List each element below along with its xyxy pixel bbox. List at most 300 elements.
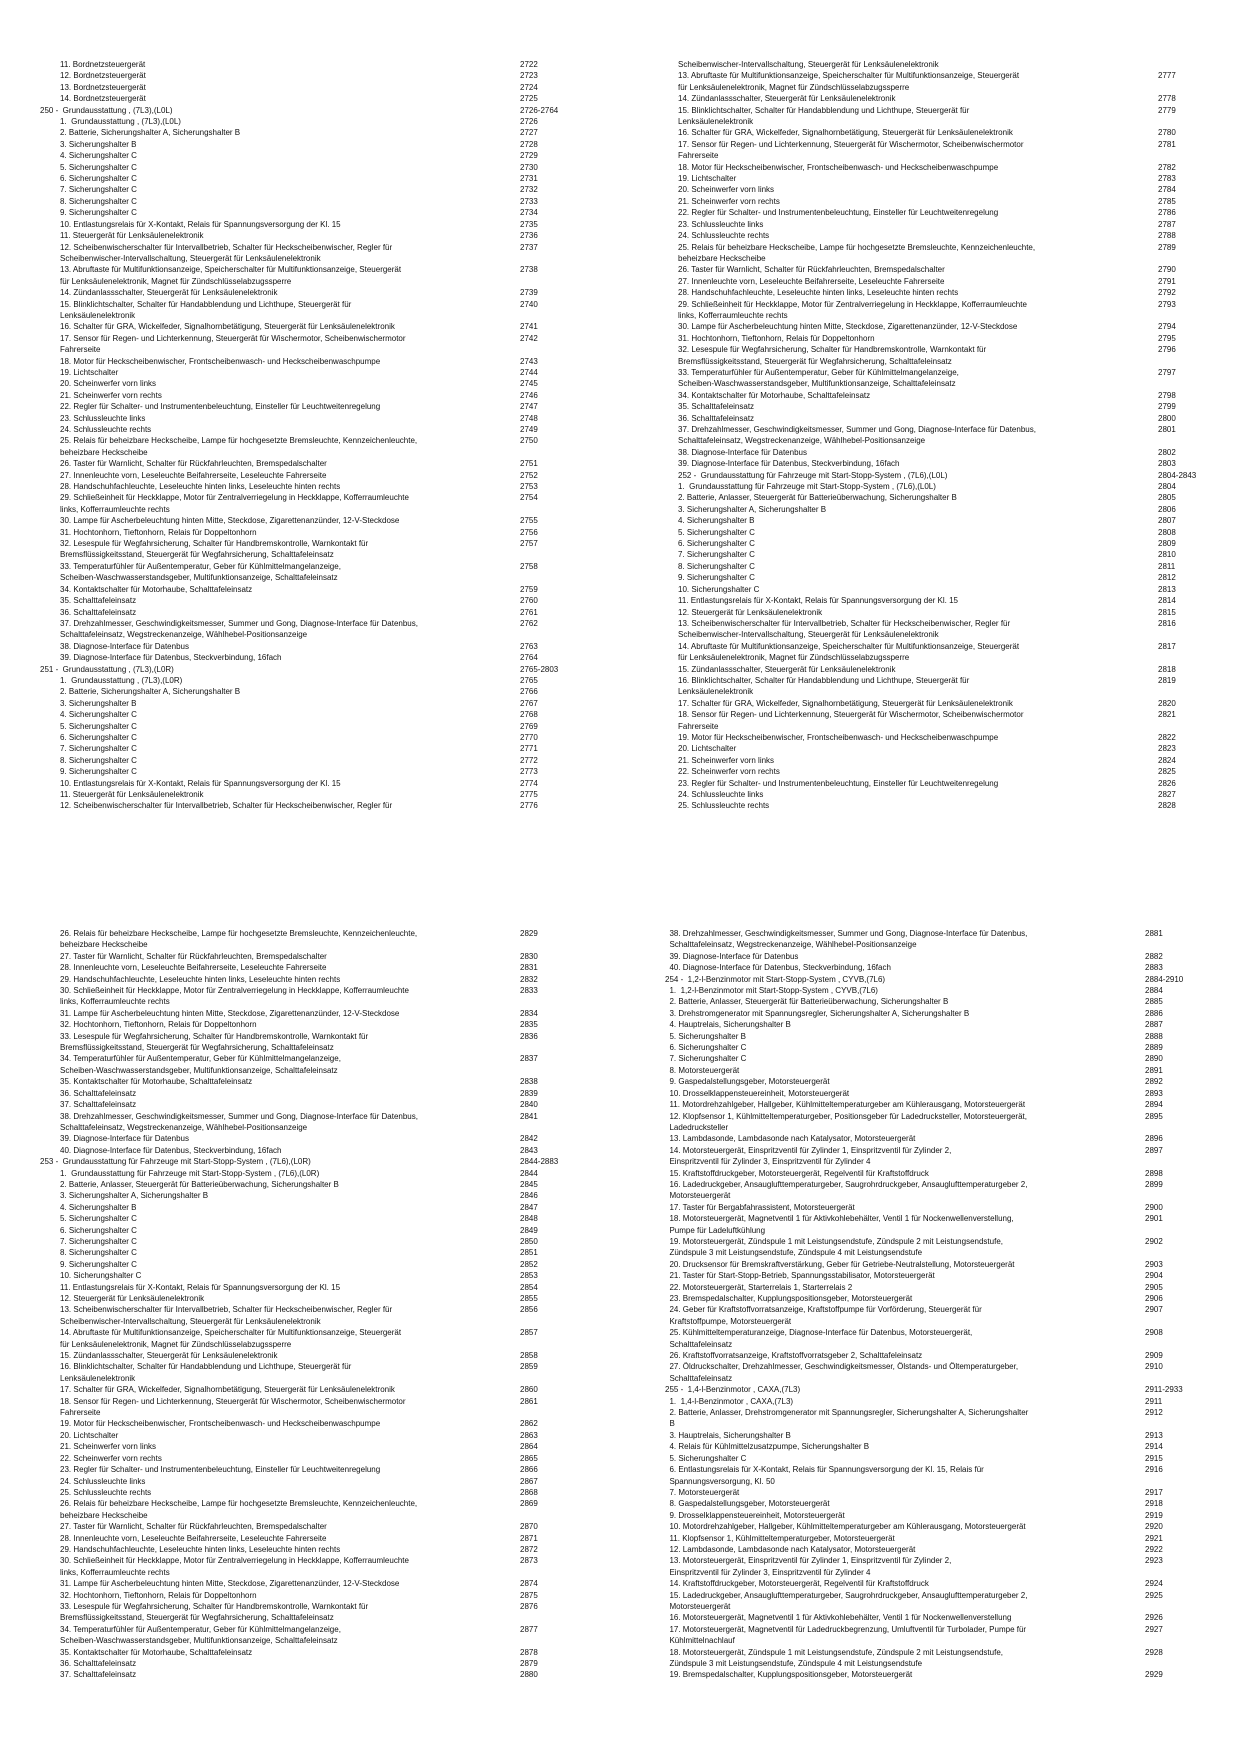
entry-page-number: 2896 xyxy=(1145,1134,1163,1144)
entry-page-number: 2781 xyxy=(1158,139,1176,149)
entry-page-number: 2845 xyxy=(520,1179,538,1189)
entry-title: 14. Abruftaste für Multifunktionsanzeige, Speicherschalter für Multifunktionsanzeige, Steuergerät für Lenksäulenelektronik, Magnet für Zündschlüsselabzugssperre xyxy=(678,641,1020,663)
entry-title: 15. Ladedruckgeber, Ansauglufttemperaturgeber, Saugrohrdruckgeber, Ansauglufttemperaturgeber 2, Motorsteuergerät xyxy=(669,1590,1028,1611)
index-entry xyxy=(40,184,580,195)
entry-title: 2. Batterie, Anlasser, Steuergerät für Batterieüberwachung, Sicherungshalter B xyxy=(40,1179,339,1189)
entry-page-number: 2762 xyxy=(520,618,538,628)
index-entry xyxy=(665,1441,1205,1452)
entry-title: 7. Sicherungshalter C xyxy=(40,185,137,195)
entry-page-number: 2817 xyxy=(1158,641,1176,651)
entry-title: 25. Relais für beheizbare Heckscheibe, Lampe für hochgesetzte Bremsleuchte, Kennzeichenleuchte, beheizbare Heckscheibe xyxy=(60,436,418,457)
entry-page-number: 2725 xyxy=(520,94,538,104)
entry-title: 11. Steuergerät für Lenksäulenelektronik xyxy=(40,231,204,241)
entry-page-number: 2780 xyxy=(1158,128,1176,138)
index-entry xyxy=(678,424,1218,447)
index-entry xyxy=(665,1168,1205,1179)
index-entry xyxy=(40,105,580,116)
entry-title: 25. Kühlmitteltemperaturanzeige, Diagnose-Interface für Datenbus, Motorsteuergerät, Schalttafeleinsatz xyxy=(669,1328,973,1349)
entry-title: 3. Sicherungshalter A, Sicherungshalter B xyxy=(40,1191,209,1201)
index-entry xyxy=(40,1031,580,1054)
entry-title: 11. Steuergerät für Lenksäulenelektronik xyxy=(40,790,204,799)
entry-page-number: 2760 xyxy=(520,596,538,606)
entry-page-number: 2929 xyxy=(1145,1670,1163,1680)
entry-page-number: 2773 xyxy=(520,767,538,777)
entry-title: 19. Lichtschalter xyxy=(40,367,119,377)
index-entry xyxy=(40,721,580,732)
index-entry xyxy=(40,1669,580,1680)
index-entry xyxy=(40,219,580,230)
index-entry xyxy=(40,1247,580,1258)
entry-title: 9. Drosselklappensteuereinheit, Motorsteuergerät xyxy=(665,1510,845,1520)
index-entry xyxy=(678,778,1218,789)
index-entry xyxy=(665,1612,1205,1623)
index-entry xyxy=(665,1202,1205,1213)
entry-page-number: 2768 xyxy=(520,710,538,720)
entry-title: 30. Schließeinheit für Heckklappe, Motor für Zentralverriegelung in Heckklappe, Kofferraumleuchte links, Kofferraumleuchte rechts xyxy=(60,1556,409,1577)
entry-page-number: 2730 xyxy=(520,162,538,172)
entry-title: 12. Lambdasonde, Lambdasonde nach Katalysator, Motorsteuergerät xyxy=(665,1544,916,1554)
entry-title: 2. Batterie, Sicherungshalter A, Sicherungshalter B xyxy=(40,128,241,138)
index-entry xyxy=(665,1031,1205,1042)
index-entry xyxy=(665,1464,1205,1487)
index-entry xyxy=(665,1647,1205,1670)
index-entry xyxy=(40,470,580,481)
entry-title: 23. Schlussleuchte links xyxy=(40,413,146,423)
index-entry xyxy=(40,1156,580,1167)
entry-page-number: 2827 xyxy=(1158,790,1176,799)
entry-title: 10. Entlastungsrelais für X-Kontakt, Relais für Spannungsversorgung der Kl. 15 xyxy=(40,219,341,229)
index-entry xyxy=(678,675,1218,698)
entry-page-number: 2854 xyxy=(520,1282,538,1292)
entry-page-number: 2803 xyxy=(1158,459,1176,469)
entry-page-number: 2793 xyxy=(1158,299,1176,309)
index-entry xyxy=(40,1544,580,1555)
entry-title: 20. Lichtschalter xyxy=(678,744,737,754)
index-entry xyxy=(665,996,1205,1007)
entry-page-number: 2902 xyxy=(1145,1236,1163,1246)
entry-page-number: 2844 xyxy=(520,1168,538,1178)
entry-page-number: 2804-2843 xyxy=(1158,470,1197,480)
index-entry xyxy=(40,1225,580,1236)
entry-title: 36. Schalttafeleinsatz xyxy=(40,1088,137,1098)
entry-page-number: 2919 xyxy=(1145,1510,1163,1520)
entry-page-number: 2853 xyxy=(520,1271,538,1281)
index-entry xyxy=(40,515,580,526)
entry-page-number: 2799 xyxy=(1158,402,1176,412)
entry-page-number: 2789 xyxy=(1158,242,1176,252)
entry-title: 12. Klopfsensor 1, Kühlmitteltemperaturgeber, Positionsgeber für Ladedrucksteller, Motorsteuergerät, Ladedrucksteller xyxy=(669,1111,1027,1132)
index-column-top-left xyxy=(40,59,580,812)
entry-page-number: 2900 xyxy=(1145,1202,1163,1212)
entry-title: 9. Sicherungshalter C xyxy=(678,573,755,583)
index-entry xyxy=(678,584,1218,595)
entry-title: 31. Lampe für Ascherbeleuchtung hinten Mitte, Steckdose, Zigarettenanzünder, 12-V-Steckdose xyxy=(40,1008,400,1018)
entry-title: 27. Innenleuchte vorn, Leseleuchte Beifahrerseite, Leseleuchte Fahrerseite xyxy=(40,470,327,480)
index-entry xyxy=(40,162,580,173)
entry-title: 32. Hochtonhorn, Tieftonhorn, Relais für Doppeltonhorn xyxy=(40,1020,257,1030)
entry-title: 3. Sicherungshalter A, Sicherungshalter B xyxy=(678,504,827,514)
entry-page-number: 2722 xyxy=(520,60,538,69)
index-entry xyxy=(40,1236,580,1247)
entry-title: 12. Scheibenwischerschalter für Intervallbetrieb, Schalter für Heckscheibenwischer, Regler für Scheibenwischer-Intervallschaltung, Steuergerät für Lenksäulenelektronik xyxy=(60,242,393,263)
entry-page-number: 2775 xyxy=(520,790,538,799)
entry-title: 9. Sicherungshalter C xyxy=(40,208,137,218)
index-entry xyxy=(678,321,1218,332)
index-entry xyxy=(678,184,1218,195)
index-entry xyxy=(40,1327,580,1350)
entry-page-number: 2787 xyxy=(1158,219,1176,229)
entry-page-number: 2924 xyxy=(1145,1579,1163,1589)
entry-title: 38. Drehzahlmesser, Geschwindigkeitsmesser, Summer und Gong, Diagnose-Interface für Datenbus, Schalttafeleinsatz, Wegstreckenanzeige, Wählhebel-Positionsanzeige xyxy=(60,1111,418,1132)
entry-page-number: 2840 xyxy=(520,1100,538,1110)
entry-title: 21. Scheinwerfer vorn rechts xyxy=(40,390,162,400)
entry-title: 38. Diagnose-Interface für Datenbus xyxy=(678,447,807,457)
entry-page-number: 2733 xyxy=(520,196,538,206)
index-entry xyxy=(665,1099,1205,1110)
index-entry xyxy=(665,1669,1205,1680)
entry-title: 1. Grundausstattung für Fahrzeuge mit Start-Stopp-System , (7L6),(L0R) xyxy=(40,1168,320,1178)
index-entry xyxy=(665,1453,1205,1464)
entry-title: 1. Grundausstattung , (7L3),(L0R) xyxy=(40,675,183,685)
entry-page-number: 2835 xyxy=(520,1020,538,1030)
entry-page-number: 2915 xyxy=(1145,1453,1163,1463)
entry-page-number: 2750 xyxy=(520,436,538,446)
entry-title: 16. Blinklichtschalter, Schalter für Handabblendung und Lichthupe, Steuergerät für Lenksäulenelektronik xyxy=(678,675,970,697)
index-entry xyxy=(40,698,580,709)
entry-page-number: 2855 xyxy=(520,1294,538,1303)
entry-page-number: 2746 xyxy=(520,390,538,400)
entry-title: 17. Sensor für Regen- und Lichterkennung, Steuergerät für Wischermotor, Scheibenwischermotor Fahrerseite xyxy=(60,333,406,355)
index-entry xyxy=(665,1578,1205,1589)
entry-page-number: 2777 xyxy=(1158,71,1176,81)
entry-page-number: 2759 xyxy=(520,584,538,594)
entry-title: 10. Sicherungshalter C xyxy=(678,584,760,594)
entry-title: 8. Motorsteuergerät xyxy=(665,1065,740,1075)
entry-page-number: 2805 xyxy=(1158,493,1176,503)
entry-page-number: 2800 xyxy=(1158,413,1176,423)
index-entry xyxy=(40,1133,580,1144)
index-entry xyxy=(40,1190,580,1201)
entry-page-number: 2724 xyxy=(520,82,538,92)
index-entry xyxy=(678,527,1218,538)
index-entry xyxy=(678,504,1218,515)
entry-title: 8. Gaspedalstellungsgeber, Motorsteuergerät xyxy=(665,1499,830,1509)
index-entry xyxy=(678,219,1218,230)
entry-title: 15. Blinklichtschalter, Schalter für Handabblendung und Lichthupe, Steuergerät für Lenksäulenelektronik xyxy=(678,105,970,127)
index-entry xyxy=(40,1019,580,1030)
entry-title: 14. Abruftaste für Multifunktionsanzeige, Speicherschalter für Multifunktionsanzeige, Steuergerät für Lenksäulenelektronik, Magnet für Zündschlüsselabzugssperre xyxy=(60,1328,402,1349)
index-entry xyxy=(678,333,1218,344)
index-entry xyxy=(678,607,1218,618)
entry-page-number: 2906 xyxy=(1145,1294,1163,1303)
index-entry xyxy=(678,162,1218,173)
entry-title: 29. Handschuhfachleuchte, Leseleuchte hinten links, Leseleuchte hinten rechts xyxy=(40,1544,341,1554)
index-entry xyxy=(40,458,580,469)
entry-page-number: 2895 xyxy=(1145,1111,1163,1121)
index-entry xyxy=(40,527,580,538)
entry-page-number: 2858 xyxy=(520,1351,538,1361)
entry-title: 21. Scheinwerfer vorn links xyxy=(40,1442,157,1452)
index-entry xyxy=(678,127,1218,138)
entry-title: 23. Regler für Schalter- und Instrumentenbeleuchtung, Einsteller für Leuchtweitenregelung xyxy=(40,1465,381,1475)
entry-page-number: 2728 xyxy=(520,139,538,149)
entry-title: 26. Taster für Warnlicht, Schalter für Rückfahrleuchten, Bremspedalschalter xyxy=(40,459,327,469)
entry-page-number: 2885 xyxy=(1145,997,1163,1007)
entry-page-number: 2731 xyxy=(520,174,538,184)
entry-title: 5. Sicherungshalter C xyxy=(665,1453,747,1463)
entry-page-number: 2844-2883 xyxy=(520,1157,559,1167)
index-entry xyxy=(40,1168,580,1179)
entry-title: 14. Kraftstoffdruckgeber, Motorsteuergerät, Regelventil für Kraftstoffdruck xyxy=(665,1579,929,1589)
entry-title: 28. Innenleuchte vorn, Leseleuchte Beifahrerseite, Leseleuchte Fahrerseite xyxy=(40,1533,327,1543)
entry-title: 6. Sicherungshalter C xyxy=(665,1043,747,1053)
entry-page-number: 2820 xyxy=(1158,698,1176,708)
index-entry xyxy=(40,607,580,618)
entry-page-number: 2878 xyxy=(520,1647,538,1657)
index-entry xyxy=(40,299,580,322)
entry-title: 15. Zündanlassschalter, Steuergerät für Lenksäulenelektronik xyxy=(40,1351,278,1361)
index-entry xyxy=(665,1396,1205,1407)
entry-title: 5. Sicherungshalter B xyxy=(665,1031,746,1041)
index-entry xyxy=(40,766,580,777)
entry-page-number: 2774 xyxy=(520,778,538,788)
entry-title: 20. Scheinwerfer vorn links xyxy=(678,185,775,195)
entry-page-number: 2837 xyxy=(520,1054,538,1064)
index-entry xyxy=(665,1179,1205,1202)
index-entry xyxy=(665,1213,1205,1236)
index-entry xyxy=(40,378,580,389)
index-entry xyxy=(665,1270,1205,1281)
entry-page-number: 2862 xyxy=(520,1419,538,1429)
entry-page-number: 2904 xyxy=(1145,1271,1163,1281)
entry-title: 6. Sicherungshalter C xyxy=(40,732,137,742)
index-column-bottom-right xyxy=(665,928,1205,1681)
entry-page-number: 2765 xyxy=(520,675,538,685)
entry-page-number: 2918 xyxy=(1145,1499,1163,1509)
index-entry xyxy=(40,116,580,127)
entry-title: 35. Schalttafeleinsatz xyxy=(40,596,137,606)
entry-title: 22. Scheinwerfer vorn rechts xyxy=(40,1453,162,1463)
entry-title: 9. Gaspedalstellungsgeber, Motorsteuergerät xyxy=(665,1077,830,1087)
entry-page-number: 2822 xyxy=(1158,732,1176,742)
entry-title: 14. Zündanlassschalter, Steuergerät für Lenksäulenelektronik xyxy=(678,94,896,104)
entry-title: 18. Motor für Heckscheibenwischer, Frontscheibenwasch- und Heckscheibenwaschpumpe xyxy=(40,356,381,366)
index-entry xyxy=(40,755,580,766)
index-entry xyxy=(678,732,1218,743)
index-entry xyxy=(665,1350,1205,1361)
entry-title: 4. Sicherungshalter B xyxy=(40,1202,137,1212)
index-entry xyxy=(665,1053,1205,1064)
entry-title: 24. Schlussleuchte rechts xyxy=(678,231,770,241)
entry-title: 31. Lampe für Ascherbeleuchtung hinten Mitte, Steckdose, Zigarettenanzünder, 12-V-Steckdose xyxy=(40,1579,400,1589)
entry-title: 3. Sicherungshalter B xyxy=(40,698,137,708)
entry-page-number: 2882 xyxy=(1145,951,1163,961)
entry-page-number: 2886 xyxy=(1145,1008,1163,1018)
entry-page-number: 2828 xyxy=(1158,801,1176,811)
entry-page-number: 2907 xyxy=(1145,1305,1163,1315)
entry-page-number: 2744 xyxy=(520,367,538,377)
entry-page-number: 2812 xyxy=(1158,573,1176,583)
index-entry xyxy=(40,139,580,150)
entry-title: 30. Lampe für Ascherbeleuchtung hinten Mitte, Steckdose, Zigarettenanzünder, 12-V-Steckdose xyxy=(40,516,400,526)
entry-page-number: 2757 xyxy=(520,539,538,549)
index-entry xyxy=(40,1453,580,1464)
entry-title: 12. Steuergerät für Lenksäulenelektronik xyxy=(40,1294,205,1303)
index-entry xyxy=(665,1133,1205,1144)
entry-page-number: 2884-2910 xyxy=(1145,974,1184,984)
index-entry xyxy=(40,70,580,81)
entry-page-number: 2856 xyxy=(520,1305,538,1315)
entry-title: 17. Schalter für GRA, Wickelfeder, Signalhornbetätigung, Steuergerät für Lenksäulenelektronik xyxy=(40,1385,395,1395)
entry-title: 19. Motorsteuergerät, Zündspule 1 mit Leistungsendstufe, Zündspule 2 mit Leistungsendstufe, Zündspule 3 mit Leistungsendstufe, Zündspule 4 mit Leistungsendstufe xyxy=(669,1236,1003,1258)
entry-title: 15. Blinklichtschalter, Schalter für Handabblendung und Lichthupe, Steuergerät für Lenksäulenelektronik xyxy=(60,299,352,320)
entry-title: 31. Hochtonhorn, Tieftonhorn, Relais für Doppeltonhorn xyxy=(678,333,875,343)
entry-page-number: 2847 xyxy=(520,1202,538,1212)
entry-page-number: 2861 xyxy=(520,1396,538,1406)
index-entry xyxy=(678,561,1218,572)
index-entry xyxy=(678,413,1218,424)
entry-title: 5. Sicherungshalter C xyxy=(678,527,755,537)
entry-page-number: 2784 xyxy=(1158,185,1176,195)
index-entry xyxy=(678,173,1218,184)
entry-title: 34. Kontaktschalter für Motorhaube, Schalttafeleinsatz xyxy=(678,390,871,400)
entry-title: 26. Kraftstoffvorratsanzeige, Kraftstoffvorratsgeber 2, Schalttafeleinsatz xyxy=(665,1351,923,1361)
entry-page-number: 2818 xyxy=(1158,664,1176,674)
index-entry xyxy=(40,1202,580,1213)
entry-title: 3. Hauptrelais, Sicherungshalter B xyxy=(665,1430,791,1440)
entry-title: 27. Innenleuchte vorn, Leseleuchte Beifahrerseite, Leseleuchte Fahrerseite xyxy=(678,276,945,286)
index-entry xyxy=(678,698,1218,709)
entry-title: 32. Lesespule für Wegfahrsicherung, Schalter für Handbremskontrolle, Warnkontakt für Bremsflüssigkeitsstand, Steuergerät für Wegfahrsicherung, Schalttafeleinsatz xyxy=(678,345,987,366)
entry-page-number: 2788 xyxy=(1158,231,1176,241)
entry-page-number: 2756 xyxy=(520,527,538,537)
index-entry xyxy=(40,595,580,606)
index-entry xyxy=(665,1111,1205,1134)
index-entry xyxy=(40,1476,580,1487)
entry-page-number: 2870 xyxy=(520,1522,538,1532)
index-entry xyxy=(665,1282,1205,1293)
entry-page-number: 2734 xyxy=(520,208,538,218)
entry-title: 13. Lambdasonde, Lambdasonde nach Katalysator, Motorsteuergerät xyxy=(665,1134,916,1144)
entry-page-number: 2792 xyxy=(1158,288,1176,298)
index-entry xyxy=(40,1350,580,1361)
index-entry xyxy=(40,618,580,641)
index-entry xyxy=(665,1088,1205,1099)
index-entry xyxy=(40,1213,580,1224)
entry-title: 30. Lampe für Ascherbeleuchtung hinten Mitte, Steckdose, Zigarettenanzünder, 12-V-Steckdose xyxy=(678,322,1018,332)
entry-title: 8. Sicherungshalter C xyxy=(678,561,755,571)
entry-page-number: 2742 xyxy=(520,333,538,343)
entry-page-number: 2811 xyxy=(1158,561,1176,571)
index-entry xyxy=(678,458,1218,469)
entry-title: 37. Drehzahlmesser, Geschwindigkeitsmesser, Summer und Gong, Diagnose-Interface für Datenbus, Schalttafeleinsatz, Wegstreckenanzeige, Wählhebel-Positionsanzeige xyxy=(678,425,1036,446)
entry-page-number: 2765-2803 xyxy=(520,664,559,674)
entry-page-number: 2912 xyxy=(1145,1408,1163,1418)
entry-title: 22. Scheinwerfer vorn rechts xyxy=(678,767,780,777)
entry-title: 19. Motor für Heckscheibenwischer, Frontscheibenwasch- und Heckscheibenwaschpumpe xyxy=(40,1419,381,1429)
entry-title: 40. Diagnose-Interface für Datenbus, Steckverbindung, 16fach xyxy=(40,1145,282,1155)
entry-page-number: 2796 xyxy=(1158,345,1176,355)
entry-title: 34. Temperaturfühler für Außentemperatur, Geber für Kühlmittelmangelanzeige, Scheiben-Waschwasserstandsgeber, Multifunktionsanzeige, Schalttafeleinsatz xyxy=(60,1054,341,1075)
entry-title: 8. Sicherungshalter C xyxy=(40,1248,137,1258)
entry-title: 17. Motorsteuergerät, Magnetventil für Ladedruckbegrenzung, Umluftventil für Turbolader, Pumpe für Kühlmittelnachlauf xyxy=(669,1624,1027,1646)
entry-page-number: 2850 xyxy=(520,1236,538,1246)
index-entry xyxy=(665,1407,1205,1430)
entry-title: 28. Innenleuchte vorn, Leseleuchte Beifahrerseite, Leseleuchte Fahrerseite xyxy=(40,963,327,973)
entry-title: 19. Lichtschalter xyxy=(678,174,737,184)
entry-title: 1. Grundausstattung , (7L3),(L0L) xyxy=(40,117,181,127)
entry-page-number: 2790 xyxy=(1158,265,1176,275)
entry-page-number: 2802 xyxy=(1158,447,1176,457)
index-entry xyxy=(665,1008,1205,1019)
index-entry xyxy=(678,390,1218,401)
index-entry xyxy=(678,401,1218,412)
entry-title: 39. Diagnose-Interface für Datenbus, Steckverbindung, 16fach xyxy=(40,653,282,663)
index-entry xyxy=(40,321,580,332)
entry-title: 28. Handschuhfachleuchte, Leseleuchte hinten links, Leseleuchte hinten rechts xyxy=(40,482,341,492)
entry-page-number: 2897 xyxy=(1145,1145,1163,1155)
index-entry xyxy=(40,1099,580,1110)
index-entry xyxy=(678,344,1218,367)
entry-title: 26. Relais für beheizbare Heckscheibe, Lampe für hochgesetzte Bremsleuchte, Kennzeichenleuchte, beheizbare Heckscheibe xyxy=(60,1499,418,1520)
index-entry xyxy=(40,641,580,652)
index-entry xyxy=(678,641,1218,664)
entry-page-number: 2877 xyxy=(520,1624,538,1634)
entry-page-number: 2813 xyxy=(1158,584,1176,594)
entry-page-number: 2821 xyxy=(1158,710,1176,720)
entry-title: 32. Lesespule für Wegfahrsicherung, Schalter für Handbremskontrolle, Warnkontakt für Bremsflüssigkeitsstand, Steuergerät für Wegfahrsicherung, Schalttafeleinsatz xyxy=(60,539,369,560)
entry-title: 17. Schalter für GRA, Wickelfeder, Signalhornbetätigung, Steuergerät für Lenksäulenelektronik xyxy=(678,698,1013,708)
entry-title: 7. Motorsteuergerät xyxy=(665,1487,740,1497)
index-entry xyxy=(40,686,580,697)
index-entry xyxy=(40,1145,580,1156)
entry-title: 27. Taster für Warnlicht, Schalter für Rückfahrleuchten, Bremspedalschalter xyxy=(40,1522,327,1532)
index-entry xyxy=(678,93,1218,104)
index-entry xyxy=(40,1293,580,1304)
entry-page-number: 2808 xyxy=(1158,527,1176,537)
index-entry xyxy=(678,766,1218,777)
index-entry xyxy=(678,264,1218,275)
entry-page-number: 2887 xyxy=(1145,1020,1163,1030)
entry-page-number: 2804 xyxy=(1158,482,1176,492)
entry-page-number: 2876 xyxy=(520,1601,538,1611)
entry-page-number: 2857 xyxy=(520,1328,538,1338)
index-entry xyxy=(678,789,1218,800)
index-entry xyxy=(678,549,1218,560)
index-entry xyxy=(40,1361,580,1384)
index-entry xyxy=(40,675,580,686)
index-entry xyxy=(678,230,1218,241)
entry-title: 2. Batterie, Sicherungshalter A, Sicherungshalter B xyxy=(40,687,241,697)
entry-page-number: 2751 xyxy=(520,459,538,469)
index-entry xyxy=(665,951,1205,962)
entry-page-number: 2851 xyxy=(520,1248,538,1258)
entry-page-number: 2884 xyxy=(1145,986,1163,996)
entry-page-number: 2880 xyxy=(520,1670,538,1680)
entry-page-number: 2833 xyxy=(520,986,538,996)
entry-title: 18. Motorsteuergerät, Magnetventil 1 für Aktivkohlebehälter, Ventil 1 für Nockenwellenverstellung, Pumpe für Ladeluftkühlung xyxy=(669,1214,1014,1235)
entry-title: 19. Bremspedalschalter, Kupplungspositionsgeber, Motorsteuergerät xyxy=(665,1670,913,1680)
entry-page-number: 2829 xyxy=(520,929,538,938)
entry-title: 20. Drucksensor für Bremskraftverstärkung, Geber für Getriebe-Neutralstellung, Motorsteuergerät xyxy=(665,1259,1015,1269)
entry-title: 7. Sicherungshalter C xyxy=(40,1236,137,1246)
entry-title: 35. Schalttafeleinsatz xyxy=(678,402,755,412)
entry-page-number: 2771 xyxy=(520,744,538,754)
entry-page-number: 2910 xyxy=(1145,1362,1163,1372)
entry-page-number: 2809 xyxy=(1158,539,1176,549)
entry-page-number: 2868 xyxy=(520,1487,538,1497)
index-entry xyxy=(40,1076,580,1087)
